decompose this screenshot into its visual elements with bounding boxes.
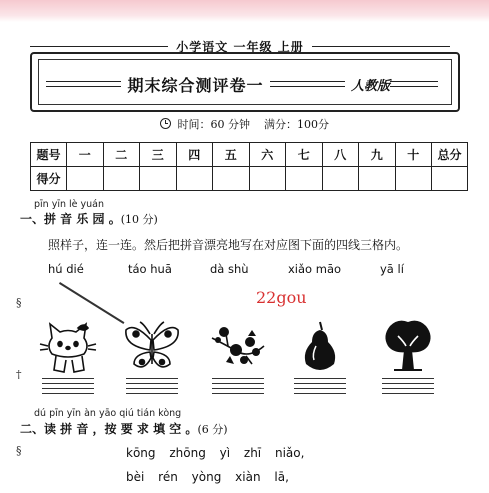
margin-mark: §: [16, 296, 22, 309]
table-row: [31, 143, 468, 167]
title-frame: [30, 52, 460, 112]
section1-instruction: 照样子，连一连。然后把拼音漂亮地写在对应图下面的四线三格内。: [48, 238, 409, 252]
pinyin-sentence-2: [126, 470, 299, 484]
top-pink-band: [0, 0, 489, 22]
section1-title: 一、拼 音 乐 园 。: [20, 212, 121, 226]
score-table: [30, 142, 468, 191]
score-input-cell[interactable]: [67, 167, 104, 191]
table-cell: 总分: [432, 143, 468, 167]
score-input-cell[interactable]: [286, 167, 323, 191]
syllable: niǎo,: [274, 446, 305, 460]
section1-points: (10 分): [120, 213, 158, 226]
writing-lines[interactable]: [126, 378, 178, 394]
title-rule-left: [46, 81, 121, 87]
table-cell: 一: [67, 143, 104, 167]
table-cell: 二: [103, 143, 140, 167]
pinyin-word: yā lí: [380, 262, 404, 276]
syllable: zhōng: [169, 446, 206, 460]
table-cell: 六: [249, 143, 286, 167]
table-cell: 七: [286, 143, 323, 167]
term: 上册: [277, 39, 304, 54]
section1-heading: [20, 210, 158, 227]
table-cell: 十: [395, 143, 432, 167]
score-input-cell[interactable]: [249, 167, 286, 191]
syllable: lā,: [274, 470, 289, 484]
syllable: yì: [219, 446, 231, 460]
watermark: 22gou: [256, 288, 307, 307]
clock-icon: [160, 118, 171, 129]
section2-heading: [20, 420, 228, 437]
table-cell: 题号: [31, 143, 67, 167]
butterfly-icon[interactable]: [122, 316, 182, 376]
section2-pinyin: dú pīn yīn àn yāo qiú tián kòng: [34, 408, 182, 419]
cat-icon[interactable]: [38, 316, 98, 376]
syllable: kōng: [126, 446, 156, 460]
score-input-cell[interactable]: [103, 167, 140, 191]
score-input-cell[interactable]: [432, 167, 468, 191]
pinyin-word: dà shù: [210, 262, 249, 276]
score-input-cell[interactable]: [322, 167, 359, 191]
pinyin-word: xiǎo māo: [288, 262, 342, 276]
writing-lines[interactable]: [212, 378, 264, 394]
table-cell: 三: [140, 143, 177, 167]
time-limit: 时间：60 分钟: [177, 118, 250, 131]
edition-label: 人教版: [350, 78, 390, 94]
peach-blossom-icon[interactable]: [208, 316, 268, 376]
pinyin-word: táo huā: [128, 262, 172, 276]
score-input-cell[interactable]: [359, 167, 396, 191]
exam-title: 期末综合测评卷一: [127, 75, 264, 95]
score-input-cell[interactable]: [140, 167, 177, 191]
section2-points: (6 分): [197, 423, 228, 436]
pear-icon[interactable]: [290, 316, 350, 376]
syllable: bèi: [126, 470, 145, 484]
writing-lines[interactable]: [294, 378, 346, 394]
grade: 一年级: [233, 39, 273, 54]
table-cell: 得分: [31, 167, 67, 191]
title-rule-end: [390, 81, 438, 87]
score-input-cell[interactable]: [213, 167, 250, 191]
syllable: yòng: [191, 470, 222, 484]
table-row: [31, 167, 468, 191]
title-row: [46, 72, 438, 96]
score-input-cell[interactable]: [395, 167, 432, 191]
syllable: xiàn: [235, 470, 261, 484]
writing-lines[interactable]: [382, 378, 434, 394]
table-cell: 九: [359, 143, 396, 167]
subject: 小学语文: [176, 39, 229, 54]
time-row: [0, 116, 489, 132]
syllable: rén: [158, 470, 178, 484]
title-rule-right: [270, 81, 345, 87]
section1-pinyin: pīn yīn lè yuán: [34, 199, 105, 210]
full-marks: 满分：100分: [264, 118, 329, 131]
pinyin-sentence-1: [126, 446, 314, 460]
score-input-cell[interactable]: [176, 167, 213, 191]
table-cell: 四: [176, 143, 213, 167]
margin-mark: §: [16, 444, 22, 457]
syllable: zhī: [243, 446, 262, 460]
table-cell: 八: [322, 143, 359, 167]
table-cell: 五: [213, 143, 250, 167]
writing-lines[interactable]: [42, 378, 94, 394]
section2-title: 二、读 拼 音 ，按 要 求 填 空 。: [20, 422, 198, 436]
tree-icon[interactable]: [378, 316, 438, 376]
pinyin-word: hú dié: [48, 262, 84, 276]
margin-mark: †: [16, 368, 22, 381]
